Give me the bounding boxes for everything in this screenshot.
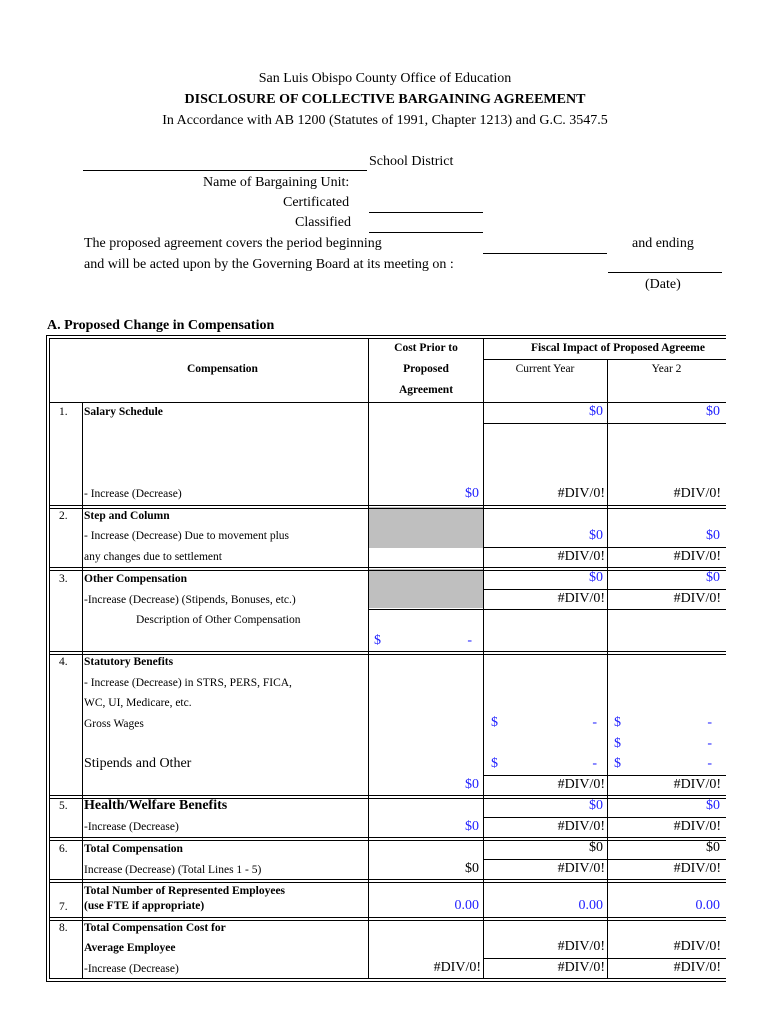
prior-value: 0.00 [454, 898, 479, 913]
document-title: DISCLOSURE OF COLLECTIVE BARGAINING AGREEMENT [184, 92, 586, 107]
and-ending-label: and ending [632, 236, 694, 251]
prior-value: $0 [465, 486, 479, 501]
school-district-label: School District [369, 154, 454, 169]
y2-dollar: $ [614, 756, 621, 771]
cy-dash: - [592, 756, 597, 771]
date-label: (Date) [645, 277, 681, 292]
cy-value: $0 [589, 570, 603, 585]
row-sub: Increase (Decrease) (Total Lines 1 - 5) [84, 864, 262, 876]
col-cost-prior-3: Agreement [398, 384, 454, 396]
y2-value: #DIV/0! [673, 777, 721, 792]
row-sub: - Increase (Decrease) [84, 488, 182, 500]
y2-value: #DIV/0! [673, 486, 721, 501]
classified-field[interactable] [369, 232, 483, 233]
row-number: 3. [59, 573, 68, 585]
school-district-field[interactable] [83, 170, 367, 171]
prior-value: $0 [465, 777, 479, 792]
row-title: Statutory Benefits [84, 656, 174, 668]
cy-value: $0 [589, 798, 603, 813]
col-year2: Year 2 [651, 363, 682, 375]
row-title: Health/Welfare Benefits [84, 798, 228, 813]
y2-dash: - [707, 756, 712, 771]
row-sub: -Increase (Decrease) (Stipends, Bonuses, etc.) [84, 594, 296, 606]
office-name: San Luis Obispo County Office of Education [258, 71, 512, 86]
y2-dash: - [707, 736, 712, 751]
y2-value: $0 [706, 798, 720, 813]
y2-dash: - [707, 715, 712, 730]
stipends-label: Stipends and Other [84, 756, 192, 771]
cy-value: #DIV/0! [557, 960, 605, 975]
y2-value: $0 [706, 570, 720, 585]
row-number: 2. [59, 510, 68, 522]
y2-value: $0 [706, 404, 720, 419]
cy-dollar: $ [491, 715, 498, 730]
cy-value: #DIV/0! [557, 861, 605, 876]
row-sub: -Increase (Decrease) [84, 963, 179, 975]
col-current-year: Current Year [515, 363, 575, 375]
row-number: 4. [59, 656, 68, 668]
row-sub: - Increase (Decrease) in STRS, PERS, FICA, [84, 677, 292, 689]
acted-upon-label: and will be acted upon by the Governing Board at its meeting on : [84, 257, 454, 272]
row-title: Total Compensation [84, 843, 183, 855]
cy-value: $0 [589, 404, 603, 419]
period-begin-field[interactable] [483, 253, 607, 254]
y2-value: $0 [706, 528, 720, 543]
section-a-title: A. Proposed Change in Compensation [47, 318, 275, 333]
row-number: 8. [59, 922, 68, 934]
col-cost-prior-1: Cost Prior to [394, 342, 458, 354]
row-title: Average Employee [84, 942, 176, 954]
row-sub: WC, UI, Medicare, etc. [84, 697, 192, 709]
row-sub: - Increase (Decrease) Due to movement plus [84, 530, 289, 542]
cy-value: #DIV/0! [557, 819, 605, 834]
cy-value: #DIV/0! [557, 777, 605, 792]
row-title: Step and Column [84, 510, 170, 522]
meeting-date-field[interactable] [608, 272, 722, 273]
row-sub: -Increase (Decrease) [84, 821, 179, 833]
prior-dollar: $ [374, 633, 381, 648]
col-fiscal-impact: Fiscal Impact of Proposed Agreeme [531, 342, 705, 354]
cy-value: #DIV/0! [557, 591, 605, 606]
y2-value: $0 [706, 840, 720, 855]
col-compensation: Compensation [187, 363, 258, 375]
row-description: Description of Other Compensation [136, 614, 301, 626]
row-number: 7. [59, 901, 68, 913]
cy-value: 0.00 [578, 898, 603, 913]
row-title: Total Number of Represented Employees [84, 885, 286, 897]
gray-cell [369, 507, 483, 548]
cy-value: #DIV/0! [557, 549, 605, 564]
y2-dollar: $ [614, 715, 621, 730]
row-number: 1. [59, 406, 68, 418]
prior-value: #DIV/0! [433, 960, 481, 975]
certificated-field[interactable] [369, 212, 483, 213]
y2-value: #DIV/0! [673, 549, 721, 564]
row-title: Total Compensation Cost for [84, 922, 226, 934]
y2-dollar: $ [614, 736, 621, 751]
document-subtitle: In Accordance with AB 1200 (Statutes of 1991, Chapter 1213) and G.C. 3547.5 [162, 113, 608, 128]
gross-wages-label: Gross Wages [84, 718, 144, 730]
y2-value: #DIV/0! [673, 591, 721, 606]
row-title: (use FTE if appropriate) [84, 900, 205, 912]
row-title: Other Compensation [84, 573, 187, 585]
cy-value: #DIV/0! [557, 939, 605, 954]
cy-value: $0 [589, 528, 603, 543]
y2-value: #DIV/0! [673, 939, 721, 954]
bargaining-unit-label: Name of Bargaining Unit: [203, 175, 350, 190]
row-number: 5. [59, 800, 68, 812]
cy-value: #DIV/0! [557, 486, 605, 501]
row-sub: any changes due to settlement [84, 551, 222, 563]
row-number: 6. [59, 843, 68, 855]
prior-value: $0 [465, 819, 479, 834]
cy-dollar: $ [491, 756, 498, 771]
cy-value: $0 [589, 840, 603, 855]
y2-value: #DIV/0! [673, 960, 721, 975]
period-label: The proposed agreement covers the period beginning [84, 236, 382, 251]
y2-value: #DIV/0! [673, 861, 721, 876]
certificated-label: Certificated [283, 195, 350, 210]
gray-cell [369, 569, 483, 608]
y2-value: 0.00 [695, 898, 720, 913]
row-title: Salary Schedule [84, 406, 163, 418]
col-cost-prior-2: Proposed [403, 363, 449, 375]
prior-dash: - [467, 633, 472, 648]
classified-label: Classified [295, 215, 351, 230]
y2-value: #DIV/0! [673, 819, 721, 834]
prior-value: $0 [465, 861, 479, 876]
cy-dash: - [592, 715, 597, 730]
